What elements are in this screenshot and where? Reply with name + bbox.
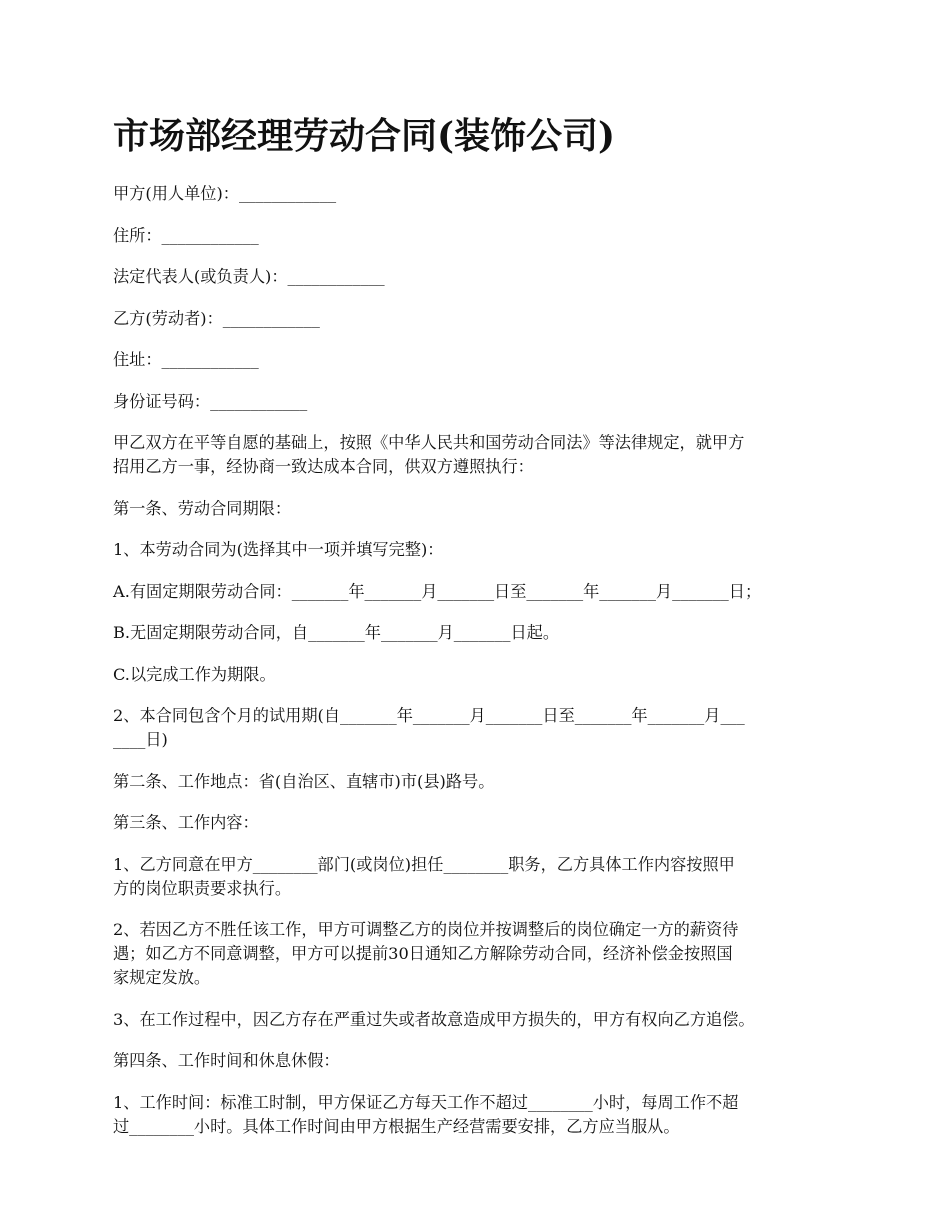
paragraph xyxy=(113,1008,848,1032)
paragraph xyxy=(113,853,848,901)
paragraph xyxy=(113,770,848,794)
paragraph xyxy=(113,390,848,414)
paragraph-line: B.无固定期限劳动合同，自_______年_______月_______日起。 xyxy=(113,623,560,642)
paragraph-line: 乙方(劳动者)：____________ xyxy=(113,308,320,328)
paragraph xyxy=(113,580,848,604)
paragraph-line: 住所：____________ xyxy=(113,225,259,245)
paragraph-line: ____日) xyxy=(113,730,168,749)
paragraph xyxy=(113,1049,848,1073)
paragraph-line: 过________小时。具体工作时间由甲方根据生产经营需要安排，乙方应当服从。 xyxy=(113,1116,680,1136)
paragraph-line: 第一条、劳动合同期限： xyxy=(113,498,292,518)
paragraph-line: 甲方(用人单位)：____________ xyxy=(113,184,337,203)
paragraph-line: 2、若因乙方不胜任该工作，甲方可调整乙方的岗位并按调整后的岗位确定一方的薪资待 xyxy=(113,920,739,939)
document-body xyxy=(113,182,848,1139)
paragraph xyxy=(113,348,848,372)
paragraph xyxy=(113,621,848,645)
paragraph xyxy=(113,497,848,521)
paragraph-line: 1、工作时间：标准工时制，甲方保证乙方每天工作不超过________小时，每周工作不超 xyxy=(113,1092,739,1112)
paragraph-line: 第二条、工作地点：省(自治区、直辖市)市(县)路号。 xyxy=(113,771,495,791)
paragraph xyxy=(113,265,848,289)
paragraph-line: 1、本劳动合同为(选择其中一项并填写完整)： xyxy=(113,540,444,559)
paragraph xyxy=(113,431,848,479)
paragraph xyxy=(113,918,848,990)
paragraph-line: 3、在工作过程中，因乙方存在严重过失或者故意造成甲方损失的，甲方有权向乙方追偿。 xyxy=(113,1009,755,1029)
paragraph-line: 家规定发放。 xyxy=(113,968,211,987)
paragraph xyxy=(113,307,848,331)
paragraph-line: 第三条、工作内容： xyxy=(113,813,259,832)
document-page xyxy=(113,112,848,1156)
paragraph xyxy=(113,1091,848,1139)
document-title: 市场部经理劳动合同(装饰公司) xyxy=(113,115,616,157)
paragraph-line: 法定代表人(或负责人)：____________ xyxy=(113,267,385,286)
paragraph xyxy=(113,182,848,206)
paragraph xyxy=(113,811,848,835)
paragraph-line: A.有固定期限劳动合同：_______年_______月_______日至_______年_______月_______日； xyxy=(113,581,762,601)
paragraph-line: 2、本合同包含个月的试用期(自_______年_______月_______日至_______年_______月___ xyxy=(113,706,745,725)
paragraph-line: 1、乙方同意在甲方________部门(或岗位)担任________职务，乙方具体工作内容按照甲 xyxy=(113,854,735,874)
paragraph-line: C.以完成工作为期限。 xyxy=(113,664,276,684)
paragraph xyxy=(113,663,848,687)
paragraph-line: 身份证号码：____________ xyxy=(113,391,308,411)
paragraph-line: 遇；如乙方不同意调整，甲方可以提前30日通知乙方解除劳动合同，经济补偿金按照国 xyxy=(113,944,733,963)
paragraph xyxy=(113,538,848,562)
paragraph xyxy=(113,224,848,248)
paragraph-line: 第四条、工作时间和休息休假： xyxy=(113,1051,340,1070)
paragraph xyxy=(113,704,848,752)
paragraph-line: 招用乙方一事，经协商一致达成本合同，供双方遵照执行： xyxy=(113,457,534,476)
paragraph-line: 方的岗位职责要求执行。 xyxy=(113,878,292,898)
paragraph-line: 住址：____________ xyxy=(113,350,259,369)
paragraph-line: 甲乙双方在平等自愿的基础上，按照《中华人民共和国劳动合同法》等法律规定，就甲方 xyxy=(113,433,745,452)
